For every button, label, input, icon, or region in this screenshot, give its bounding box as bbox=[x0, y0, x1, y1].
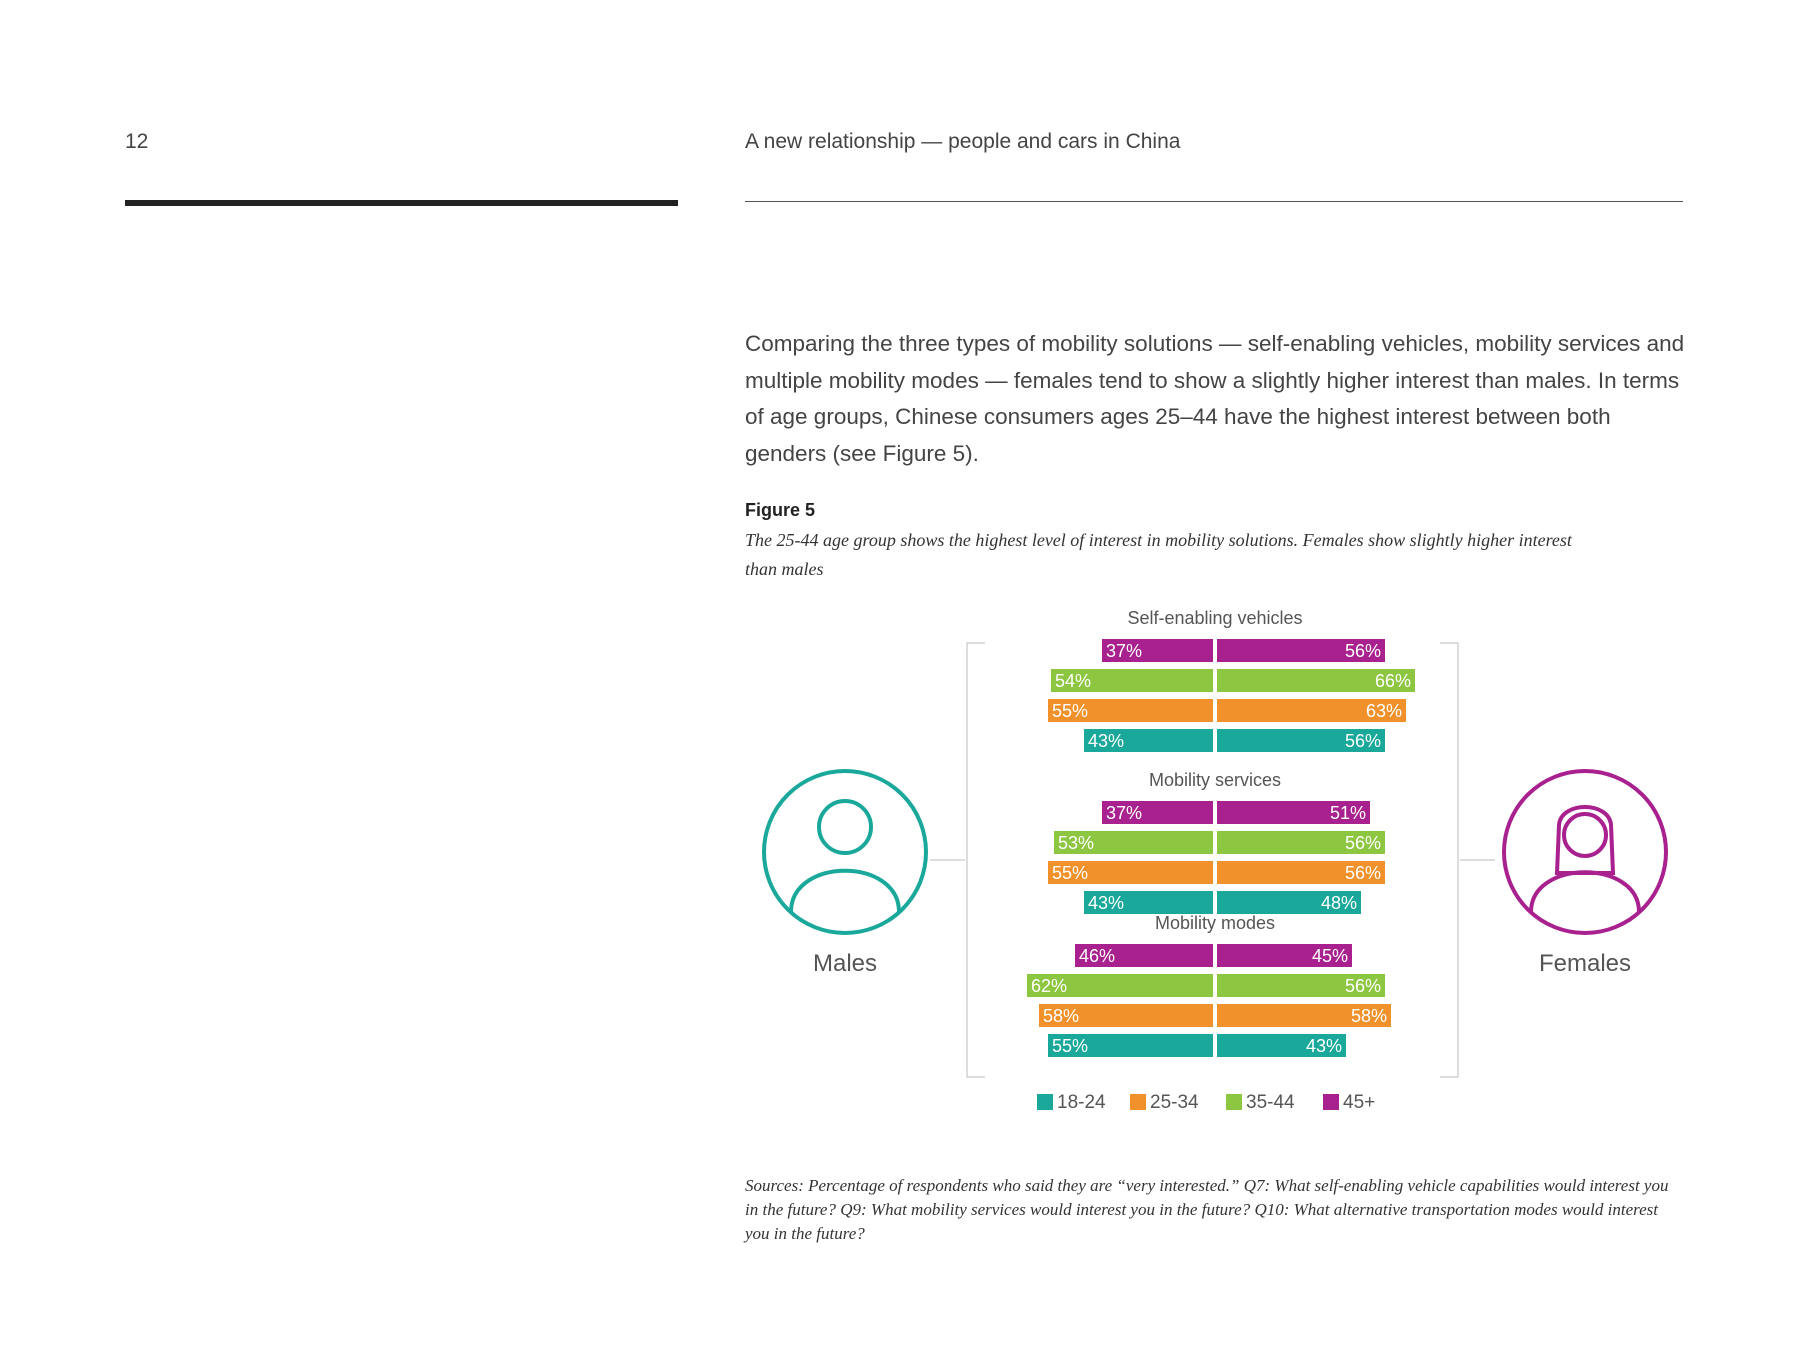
bars-layer bbox=[1027, 608, 1415, 1057]
right-bracket bbox=[1440, 643, 1458, 1077]
bar-label-male: 43% bbox=[1088, 893, 1125, 913]
bar-label-male: 54% bbox=[1055, 671, 1092, 691]
bar-label-female: 56% bbox=[1344, 863, 1381, 883]
butterfly-bar-chart bbox=[740, 605, 1690, 1130]
legend-swatch bbox=[1037, 1094, 1053, 1110]
chart-group-title: Self-enabling vehicles bbox=[1127, 608, 1303, 628]
bar-label-male: 55% bbox=[1052, 701, 1089, 721]
legend bbox=[1037, 1092, 1375, 1113]
figure-label: Figure 5 bbox=[745, 500, 816, 520]
bar-label-male: 53% bbox=[1058, 833, 1095, 853]
legend-label: 18-24 bbox=[1057, 1092, 1106, 1113]
intro-paragraph: Comparing the three types of mobility solutions — self-enabling vehicles, mobility services and multiple mobility modes — females tend to show a slightly higher interest than males. In terms of age groups, Chinese consumers ages 25–44 have the highest interest between both genders (see Figure 5). bbox=[745, 331, 1685, 466]
bar-label-male: 43% bbox=[1088, 731, 1125, 751]
male-person-icon bbox=[764, 771, 926, 933]
female-person-icon bbox=[1504, 771, 1666, 933]
bar-label-male: 55% bbox=[1052, 863, 1089, 883]
legend-swatch bbox=[1323, 1094, 1339, 1110]
chart-group-title: Mobility services bbox=[1148, 770, 1282, 790]
left-header-rule bbox=[125, 200, 678, 206]
bar-label-female: 48% bbox=[1320, 893, 1357, 913]
page-number: 12 bbox=[125, 130, 149, 153]
bar-label-male: 37% bbox=[1106, 803, 1143, 823]
legend-swatch bbox=[1226, 1094, 1242, 1110]
males-label: Males bbox=[812, 950, 878, 977]
bar-label-female: 56% bbox=[1344, 641, 1381, 661]
bar-label-female: 56% bbox=[1344, 976, 1381, 996]
left-bracket bbox=[967, 643, 985, 1077]
legend-label: 25-34 bbox=[1150, 1092, 1199, 1113]
legend-label: 35-44 bbox=[1246, 1092, 1295, 1113]
bar-label-male: 58% bbox=[1043, 1006, 1080, 1026]
bar-label-female: 58% bbox=[1350, 1006, 1387, 1026]
bar-label-male: 62% bbox=[1031, 976, 1068, 996]
females-label: Females bbox=[1538, 950, 1632, 977]
bar-label-male: 55% bbox=[1052, 1036, 1089, 1056]
figure-caption: The 25-44 age group shows the highest level of interest in mobility solutions. Females show slightly higher interest than males bbox=[745, 530, 1572, 579]
bar-label-female: 43% bbox=[1305, 1036, 1342, 1056]
legend-label: 45+ bbox=[1343, 1092, 1376, 1113]
legend-swatch bbox=[1130, 1094, 1146, 1110]
bar-label-female: 56% bbox=[1344, 833, 1381, 853]
bar-label-female: 66% bbox=[1374, 671, 1411, 691]
running-head: A new relationship — people and cars in China bbox=[745, 130, 1181, 153]
chart-group-title: Mobility modes bbox=[1154, 913, 1276, 933]
bar-label-male: 37% bbox=[1106, 641, 1143, 661]
bar-label-female: 45% bbox=[1311, 946, 1348, 966]
sources-note: Sources: Percentage of respondents who said they are “very interested.” Q7: What self-enabling vehicle capabilities would interest you in the future? Q9: What mobility services would interest you in the future? Q10: What alternative transportation modes would interest you in the future? bbox=[745, 1176, 1669, 1243]
bar-label-male: 46% bbox=[1079, 946, 1116, 966]
right-header-rule bbox=[745, 201, 1683, 202]
bar-label-female: 56% bbox=[1344, 731, 1381, 751]
bar-label-female: 51% bbox=[1329, 803, 1366, 823]
bar-label-female: 63% bbox=[1365, 701, 1402, 721]
